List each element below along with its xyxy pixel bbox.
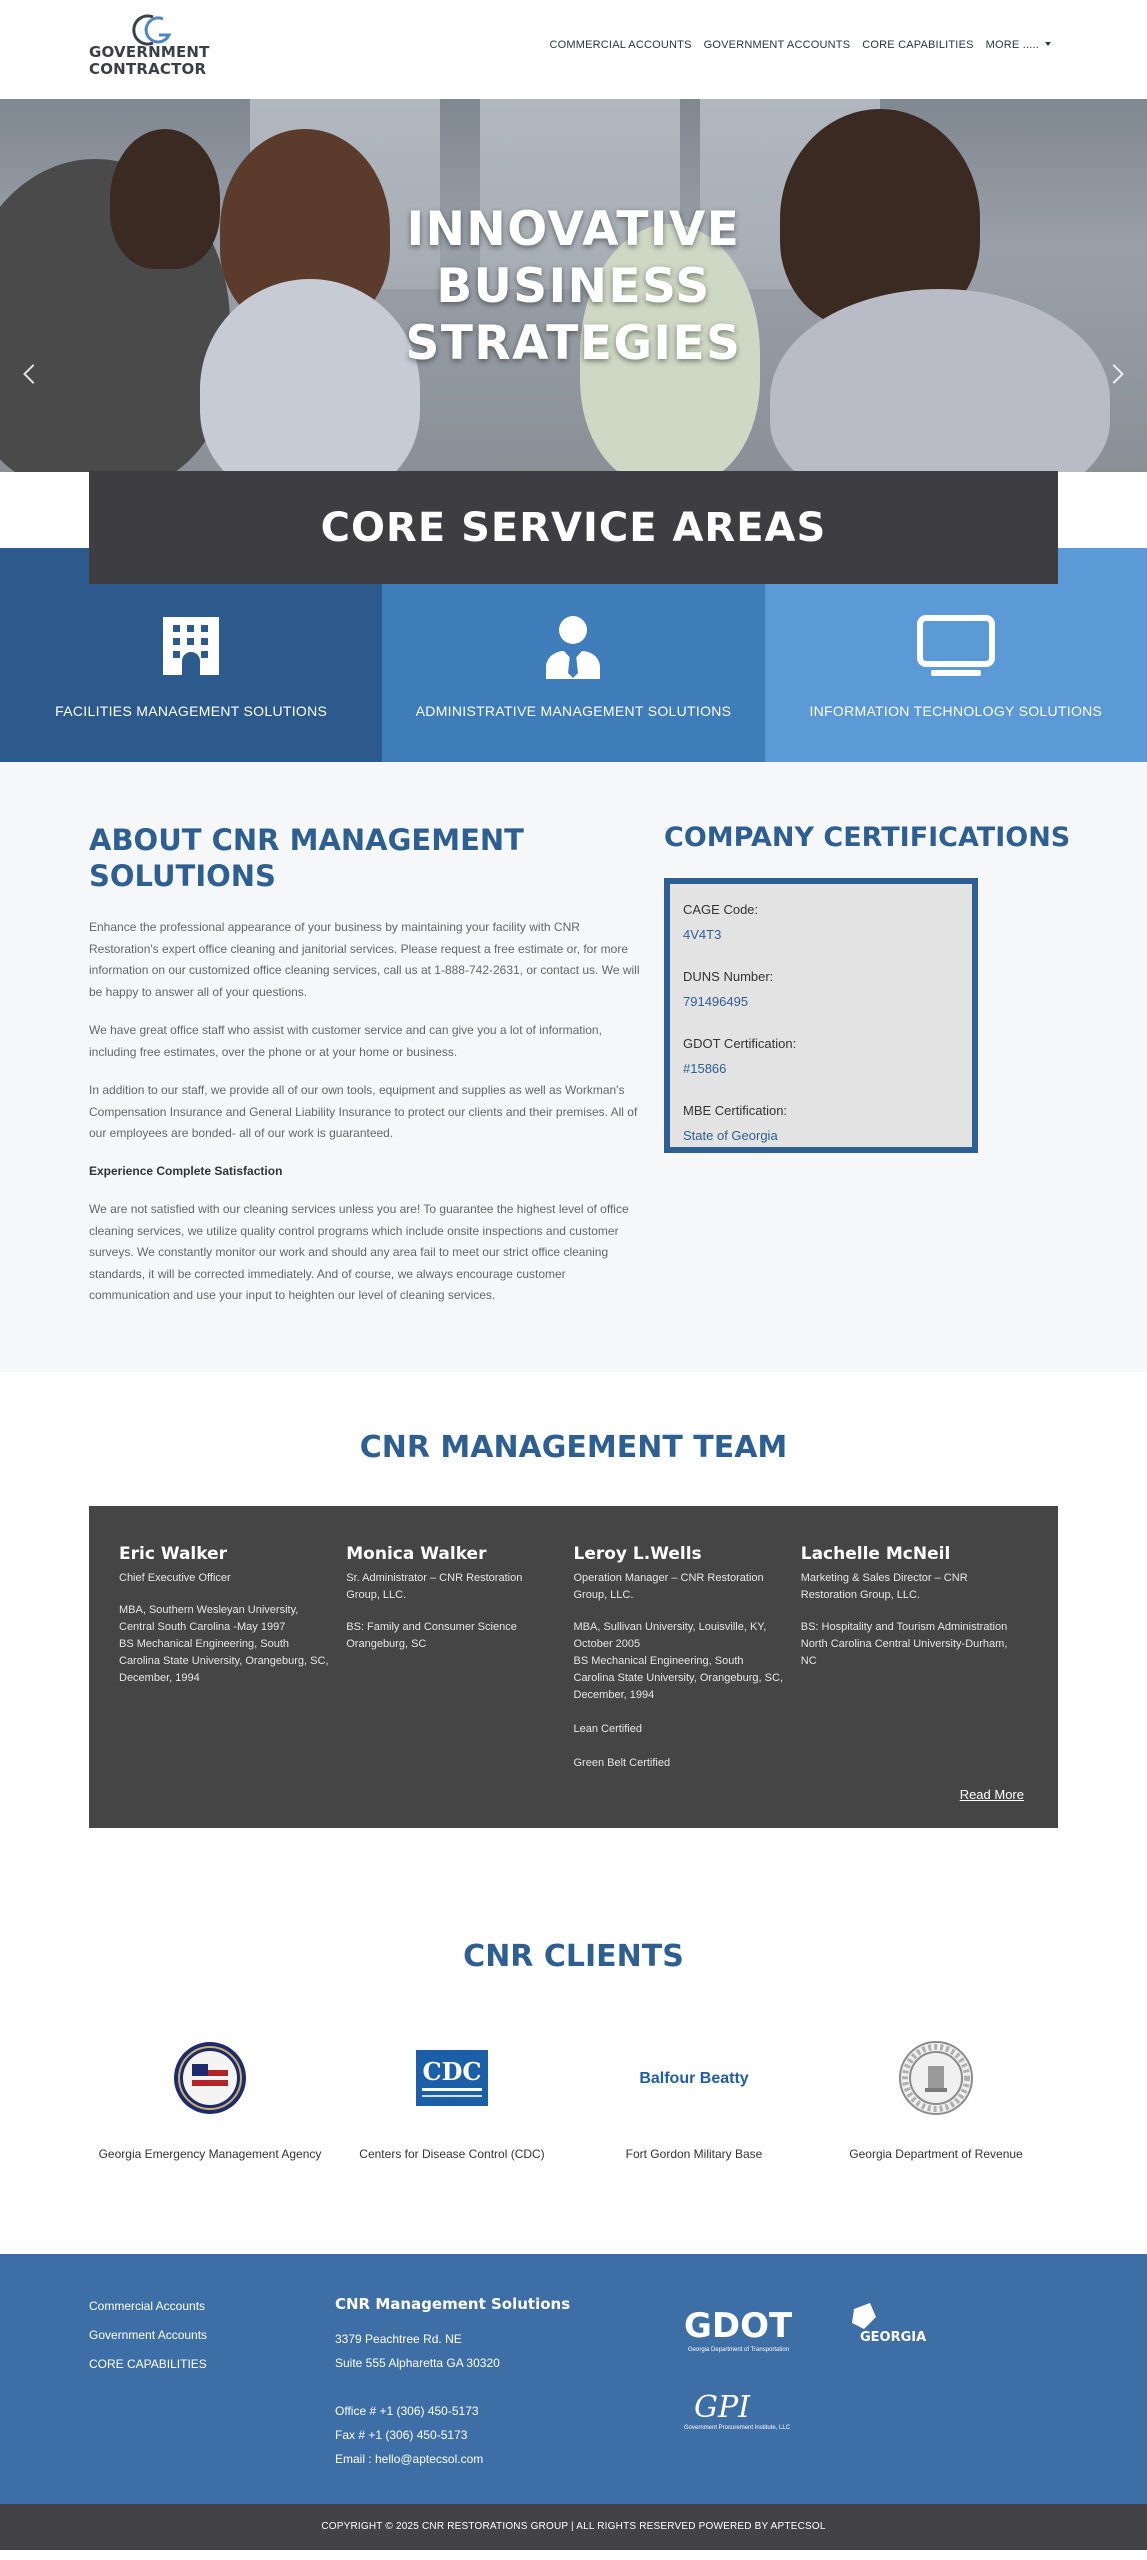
gpi-logo-text: GPI bbox=[694, 2390, 751, 2425]
monitor-icon bbox=[917, 615, 995, 677]
about-paragraph: In addition to our staff, we provide all of our own tools, equipment and supplies as well as Workman's Compensation Insurance and General Liability Insurance to protect our clients and their premises. All of our employees are bonded- all of our work is guaranteed. bbox=[89, 1083, 638, 1140]
core-title-bar bbox=[89, 471, 1058, 584]
client-item bbox=[573, 2035, 815, 2161]
footer-company-name: CNR Management Solutions bbox=[335, 2295, 571, 2313]
gdot-logo-icon bbox=[684, 2306, 793, 2353]
member-name: Eric Walker bbox=[119, 1544, 228, 1564]
member-title: Operation Manager – CNR Restoration Group, LLC. bbox=[573, 1572, 764, 1601]
footer-link-commercial[interactable]: Commercial Accounts bbox=[89, 2299, 206, 2313]
member-title: Chief Executive Officer bbox=[119, 1572, 231, 1584]
core-title: CORE SERVICE AREAS bbox=[320, 504, 827, 551]
footer-links bbox=[89, 2292, 207, 2379]
logo-wordmark bbox=[89, 44, 210, 78]
nav-more-label: MORE ..... bbox=[985, 39, 1039, 51]
member-details: BS: Family and Consumer Science Orangeburg, SC bbox=[346, 1621, 517, 1650]
team-members bbox=[119, 1544, 1028, 1772]
cert-value: 791496495 bbox=[683, 994, 749, 1009]
member-name: Leroy L.Wells bbox=[573, 1544, 702, 1564]
georgia-logo-icon bbox=[852, 2303, 926, 2345]
team-member bbox=[801, 1544, 1028, 1772]
hero-line-2: BUSINESS bbox=[436, 259, 711, 314]
footer-office-phone[interactable]: Office # +1 (306) 450-5173 bbox=[335, 2404, 479, 2418]
logo-line-2: CONTRACTOR bbox=[89, 60, 207, 78]
balfour-beatty-logo-icon bbox=[639, 2063, 749, 2093]
gpi-logo-icon bbox=[684, 2390, 791, 2431]
gc-logo-icon bbox=[129, 13, 177, 47]
client-list bbox=[89, 2035, 1058, 2161]
nav-government-accounts[interactable]: GOVERNMENT ACCOUNTS bbox=[703, 39, 851, 51]
client-item bbox=[89, 2035, 331, 2161]
nav-more-dropdown[interactable] bbox=[986, 39, 1051, 51]
about-subheading: Experience Complete Satisfaction bbox=[89, 1163, 283, 1178]
clients-title: CNR CLIENTS bbox=[463, 1939, 684, 1974]
cert-label: DUNS Number: bbox=[683, 969, 774, 984]
nav-core-capabilities[interactable]: CORE CAPABILITIES bbox=[862, 39, 974, 51]
gdot-logo-text: GDOT bbox=[684, 2306, 793, 2346]
client-item bbox=[815, 2035, 1057, 2161]
client-name: Georgia Department of Revenue bbox=[849, 2147, 1023, 2161]
site-logo[interactable] bbox=[89, 13, 229, 83]
footer-spacer bbox=[335, 2375, 570, 2399]
client-item bbox=[331, 2035, 573, 2161]
cert-duns-number bbox=[683, 967, 972, 1012]
team-member bbox=[346, 1544, 573, 1772]
core-service-areas bbox=[0, 472, 1147, 762]
client-logo bbox=[573, 2035, 815, 2121]
footer-address-line-1: 3379 Peachtree Rd. NE bbox=[335, 2332, 462, 2346]
cert-label: CAGE Code: bbox=[683, 902, 759, 917]
main-nav bbox=[549, 39, 1051, 51]
client-logo bbox=[331, 2035, 573, 2121]
caret-down-icon bbox=[1045, 42, 1051, 46]
cdc-logo-icon bbox=[414, 2048, 490, 2108]
member-title: Sr. Administrator – CNR Restoration Group, LLC. bbox=[346, 1572, 523, 1601]
about-title: ABOUT CNR MANAGEMENT SOLUTIONS bbox=[89, 823, 524, 893]
user-tie-icon bbox=[543, 615, 603, 679]
certifications-title: COMPANY CERTIFICATIONS bbox=[664, 822, 1071, 853]
cert-label: GDOT Certification: bbox=[683, 1036, 797, 1051]
dor-seal-icon bbox=[898, 2040, 974, 2116]
client-name: Georgia Emergency Management Agency bbox=[98, 2147, 322, 2161]
building-icon bbox=[160, 615, 222, 677]
about-section bbox=[0, 762, 1147, 1372]
tile-label: FACILITIES MANAGEMENT SOLUTIONS bbox=[55, 703, 328, 719]
footer-fax: Fax # +1 (306) 450-5173 bbox=[335, 2428, 468, 2442]
cert-value: State of Georgia bbox=[683, 1128, 778, 1143]
footer-address-line-2: Suite 555 Alpharetta GA 30320 bbox=[335, 2356, 500, 2370]
footer-partner-logos bbox=[684, 2299, 984, 2459]
cert-cage-code bbox=[683, 900, 972, 945]
cert-label: MBE Certification: bbox=[683, 1103, 788, 1118]
client-name: Centers for Disease Control (CDC) bbox=[359, 2147, 545, 2161]
member-title: Marketing & Sales Director – CNR Restoration Group, LLC. bbox=[800, 1572, 968, 1601]
hero-title bbox=[0, 201, 1147, 372]
site-header bbox=[0, 0, 1147, 99]
about-content bbox=[89, 822, 645, 1307]
team-title: CNR MANAGEMENT TEAM bbox=[359, 1430, 788, 1465]
gpi-logo-subtitle: Government Procurement Institute, LLC bbox=[684, 2425, 791, 2431]
cert-gdot bbox=[683, 1034, 972, 1079]
gdot-logo-subtitle: Georgia Department of Transportation bbox=[688, 2347, 790, 2353]
about-paragraph: Enhance the professional appearance of your business by maintaining your facility with CNR Restoration's expert office cleaning and janitorial services. Please request a free estimate or, for more information on our customized office cleaning services, call us at 1-888-742-2631, or contact us. We will be happy to answer all of your questions. bbox=[89, 920, 640, 999]
about-paragraph: We have great office staff who assist with customer service and can give you a lot of information, including free estimates, over the phone or at your home or business. bbox=[89, 1023, 602, 1059]
about-paragraph: We are not satisfied with our cleaning services unless you are! To guarantee the highest level of office cleaning services, we utilize quality control programs which include onsite inspections and customer surveys. We constantly monitor our work and should any area fail to meet our strict office cleaning standards, it will be corrected immediately. And of course, we always encourage customer communication and use your input to heighten our level of cleaning services. bbox=[89, 1202, 629, 1302]
georgia-logo-text: GEORGIA bbox=[860, 2330, 927, 2345]
copyright-bar: COPYRIGHT © 2025 CNR RESTORATIONS GROUP | ALL RIGHTS RESERVED POWERED BY APTECSOL bbox=[0, 2504, 1147, 2550]
tile-label: ADMINISTRATIVE MANAGEMENT SOLUTIONS bbox=[415, 703, 732, 719]
certifications-box bbox=[664, 878, 978, 1153]
member-details: MBA, Southern Wesleyan University, Central South Carolina -May 1997 BS Mechanical Engineering, South Carolina State University, Orangeburg, SC, December, 1994 bbox=[119, 1604, 329, 1684]
client-name: Fort Gordon Military Base bbox=[625, 2147, 763, 2161]
balfour-beatty-text: Balfour Beatty bbox=[639, 2070, 749, 2087]
gema-seal-icon bbox=[172, 2040, 248, 2116]
team-member bbox=[574, 1544, 801, 1772]
site-footer bbox=[0, 2254, 1147, 2504]
team-box bbox=[89, 1506, 1058, 1828]
cert-value: 4V4T3 bbox=[683, 927, 722, 942]
partner-logos-icon bbox=[684, 2299, 984, 2459]
read-more-link[interactable]: Read More bbox=[959, 1787, 1024, 1802]
footer-email[interactable]: Email : hello@aptecsol.com bbox=[335, 2452, 484, 2466]
hero-slider bbox=[0, 99, 1147, 472]
member-name: Monica Walker bbox=[346, 1544, 487, 1564]
client-logo bbox=[815, 2035, 1057, 2121]
hero-line-3: STRATEGIES bbox=[405, 316, 742, 371]
footer-contact bbox=[335, 2292, 570, 2471]
cert-mbe bbox=[683, 1101, 972, 1146]
hero-line-1: INNOVATIVE bbox=[406, 202, 741, 257]
logo-line-1: GOVERNMENT bbox=[89, 43, 210, 61]
nav-commercial-accounts[interactable]: COMMERCIAL ACCOUNTS bbox=[549, 39, 692, 51]
team-member bbox=[119, 1544, 346, 1772]
member-details: BS: Hospitality and Tourism Administration North Carolina Central University-Durham, NC bbox=[800, 1621, 1008, 1667]
client-logo bbox=[89, 2035, 331, 2121]
tile-label: INFORMATION TECHNOLOGY SOLUTIONS bbox=[809, 703, 1103, 719]
cdc-logo-text: CDC bbox=[422, 2057, 482, 2086]
clients-section bbox=[0, 1857, 1147, 2254]
footer-link-government[interactable]: Government Accounts bbox=[89, 2328, 208, 2342]
footer-link-core-capabilities[interactable]: CORE CAPABILITIES bbox=[89, 2357, 207, 2371]
team-section bbox=[0, 1372, 1147, 1857]
cert-value: #15866 bbox=[683, 1061, 727, 1076]
member-details: MBA, Sullivan University, Louisville, KY, October 2005 BS Mechanical Engineering, South Carolina State University, Orangeburg, SC, December, 1994 Lean Certified Green Belt Certified bbox=[573, 1621, 783, 1769]
certifications bbox=[664, 822, 1071, 1153]
member-name: Lachelle McNeil bbox=[800, 1544, 951, 1564]
